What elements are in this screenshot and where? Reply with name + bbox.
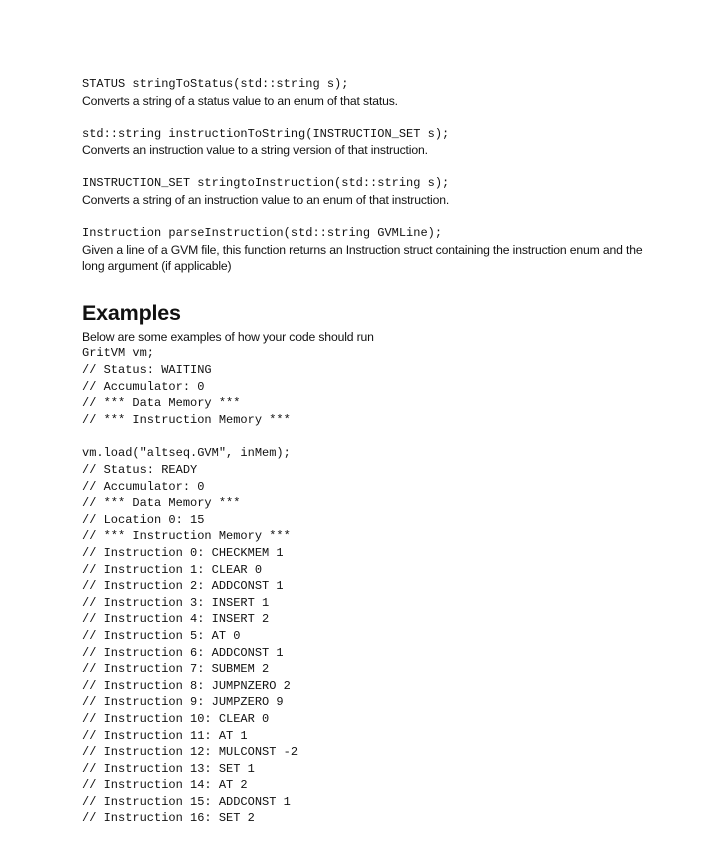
code-line: // Status: WAITING [82,363,212,378]
code-line: // Instruction 3: INSERT 1 [82,595,270,610]
function-entry [82,126,662,159]
examples-section-header [82,300,662,326]
code-line: // Location 0: 15 [82,512,205,527]
examples-heading: Examples [82,300,181,325]
code-line: // Instruction 4: INSERT 2 [82,612,270,627]
document-body [82,76,662,827]
code-line: // *** Instruction Memory *** [82,529,291,544]
code-block [82,445,662,827]
code-line: // Accumulator: 0 [82,379,205,394]
code-line: // Instruction 5: AT 0 [82,628,241,643]
function-signature: INSTRUCTION_SET stringtoInstruction(std::string s); [82,176,450,191]
code-line: // Accumulator: 0 [82,479,205,494]
code-line: // Instruction 13: SET 1 [82,761,255,776]
function-description: Converts a string of a status value to an enum of that status. [82,93,398,108]
code-line: // Instruction 6: ADDCONST 1 [82,645,284,660]
code-line: // Instruction 11: AT 1 [82,728,248,743]
code-line: // *** Data Memory *** [82,496,241,511]
function-entry [82,175,662,208]
code-line: // Instruction 10: CLEAR 0 [82,711,270,726]
code-line: // Instruction 16: SET 2 [82,811,255,826]
code-line: // *** Data Memory *** [82,396,241,411]
code-line: // Instruction 9: JUMPZERO 9 [82,695,284,710]
function-signature: STATUS stringToStatus(std::string s); [82,77,349,91]
code-line: // *** Instruction Memory *** [82,412,291,427]
code-line: // Instruction 14: AT 2 [82,778,248,793]
function-description: Converts a string of an instruction value to an enum of that instruction. [82,192,450,207]
code-line: // Instruction 0: CHECKMEM 1 [82,545,284,560]
code-block [82,345,662,428]
examples-intro: Below are some examples of how your code should run [82,329,374,344]
code-line: // Instruction 7: SUBMEM 2 [82,662,270,677]
function-signature: Instruction parseInstruction(std::string GVMLine); [82,226,443,241]
code-line: GritVM vm; [82,346,155,361]
function-description: Converts an instruction value to a string version of that instruction. [82,143,428,158]
function-entry [82,76,662,109]
code-line: vm.load("altseq.GVM", inMem); [82,446,291,461]
code-line: // Instruction 8: JUMPNZERO 2 [82,678,291,693]
function-signature: std::string instructionToString(INSTRUCTION_SET s); [82,126,450,141]
code-spacer [82,428,662,445]
code-line: // Instruction 15: ADDCONST 1 [82,794,291,809]
code-line: // Instruction 2: ADDCONST 1 [82,579,284,594]
code-line: // Instruction 1: CLEAR 0 [82,562,263,577]
code-line: // Status: READY [82,463,198,477]
function-description: Given a line of a GVM file, this function returns an Instruction struct containing the instruction enum and the long argument (if applicable) [82,242,643,274]
function-entry [82,225,662,275]
code-line: // Instruction 12: MULCONST -2 [82,745,299,760]
